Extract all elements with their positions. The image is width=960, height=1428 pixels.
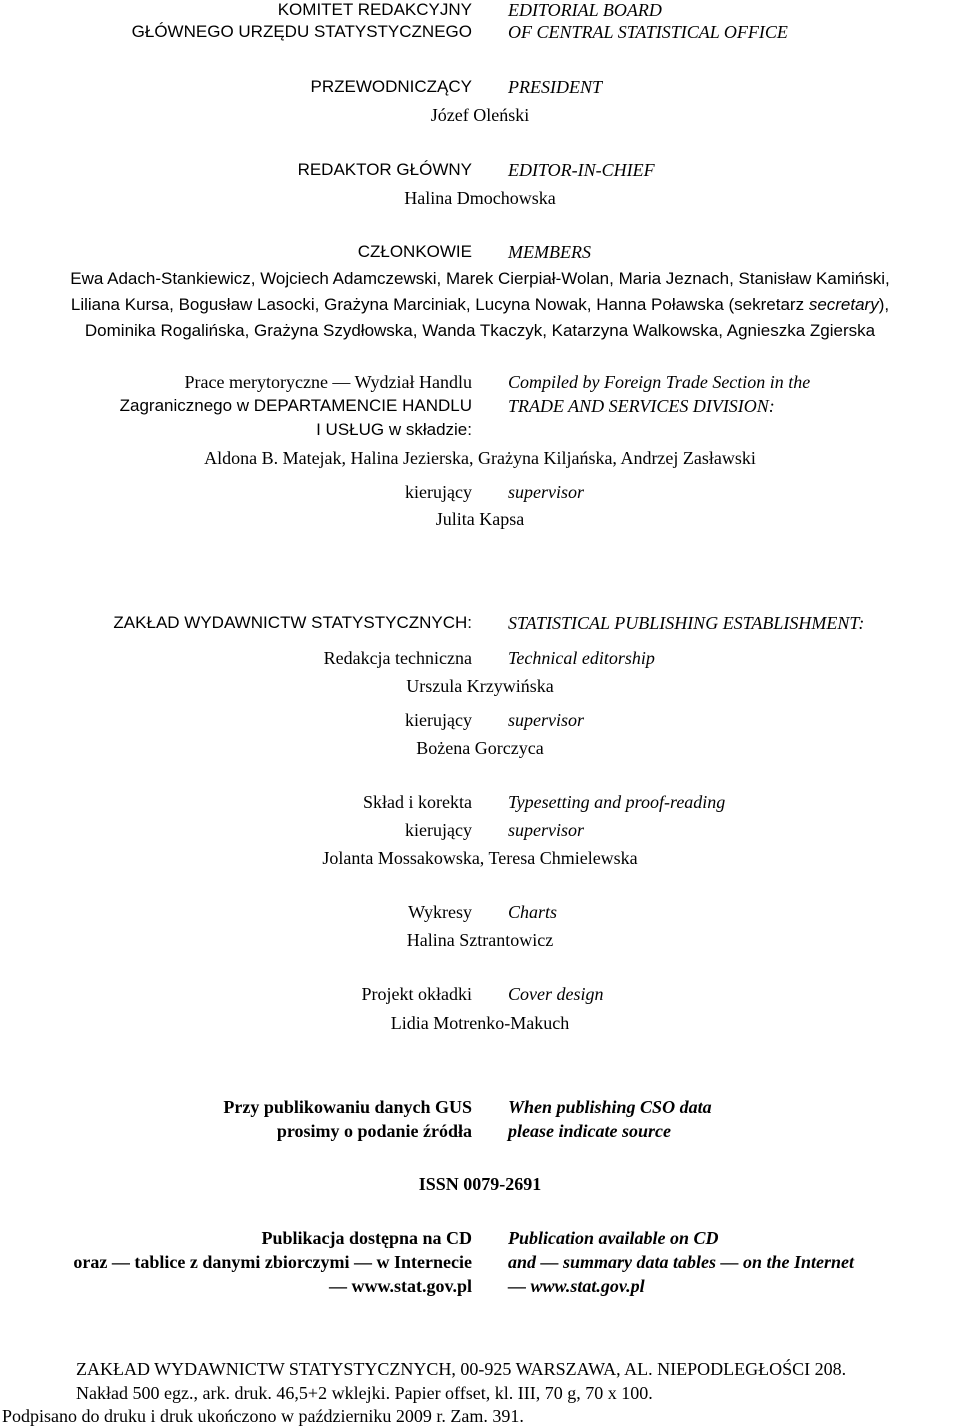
editor-label-en: EDITOR-IN-CHIEF — [508, 160, 655, 180]
committee-en-line2: OF CENTRAL STATISTICAL OFFICE — [508, 22, 788, 42]
members-line-2 — [0, 295, 960, 315]
notice-en-line1: When publishing CSO data — [508, 1097, 712, 1117]
availability-en-line1: Publication available on CD — [508, 1228, 719, 1248]
committee-pl-line1: KOMITET REDAKCYJNY — [277, 0, 472, 19]
president-name: Józef Oleński — [430, 105, 530, 125]
compiled-supervisor-pl: kierujący — [405, 482, 472, 502]
charts-en: Charts — [508, 902, 558, 922]
charts-name: Halina Sztrantowicz — [406, 930, 554, 950]
members-label-pl: CZŁONKOWIE — [357, 242, 472, 261]
cover-design-name: Lidia Motrenko-Makuch — [390, 1013, 570, 1033]
committee-pl-line2: GŁÓWNEGO URZĘDU STATYSTYCZNEGO — [131, 22, 472, 41]
availability-en-line3: — www.stat.gov.pl — [508, 1276, 645, 1296]
members-line-2-text: Liliana Kursa, Bogusław Lasocki, Grażyna Marciniak, Lucyna Nowak, Hanna Poławska (sekretarz — [70, 295, 809, 314]
compiled-pl-line1: Prace merytoryczne — Wydział Handlu — [184, 372, 472, 392]
tech-editorship-pl: Redakcja techniczna — [323, 648, 472, 668]
tech-supervisor-pl: kierujący — [405, 710, 472, 730]
compiled-pl-line2: Zagranicznego w DEPARTAMENCIE HANDLU — [119, 396, 472, 415]
issn: ISSN 0079-2691 — [418, 1174, 542, 1194]
members-line-1: Ewa Adach-Stankiewicz, Wojciech Adamczewski, Marek Cierpiał-Wolan, Maria Jeznach, Stanisław Kamiński, — [70, 269, 890, 288]
typesetting-supervisor-en: supervisor — [508, 820, 584, 840]
typesetting-names: Jolanta Mossakowska, Teresa Chmielewska — [322, 848, 638, 868]
footer-print-date: Podpisano do druku i druk ukończono w październiku 2009 r. Zam. 391. — [2, 1406, 524, 1426]
availability-en-line2: and — summary data tables — on the Internet — [508, 1252, 855, 1272]
compiled-supervisor-en: supervisor — [508, 482, 584, 502]
notice-pl-line2: prosimy o podanie źródła — [276, 1121, 472, 1141]
publishing-label-pl: ZAKŁAD WYDAWNICTW STATYSTYCZNYCH: — [113, 613, 472, 632]
availability-pl-line2: oraz — tablice z danymi zbiorczymi — w Internecie — [73, 1252, 472, 1272]
footer-address: ZAKŁAD WYDAWNICTW STATYSTYCZNYCH, 00-925 WARSZAWA, AL. NIEPODLEGŁOŚCI 208. — [76, 1359, 847, 1379]
tech-editorship-en: Technical editorship — [508, 648, 655, 668]
tech-supervisor-name: Bożena Gorczyca — [416, 738, 544, 758]
compiled-pl-line3: I USŁUG w składzie: — [316, 420, 472, 439]
typesetting-supervisor-pl: kierujący — [405, 820, 472, 840]
typesetting-pl: Skład i korekta — [363, 792, 472, 812]
president-label-pl: PRZEWODNICZĄCY — [310, 77, 472, 96]
notice-en-line2: please indicate source — [508, 1121, 671, 1141]
publishing-label-en: STATISTICAL PUBLISHING ESTABLISHMENT: — [508, 613, 865, 633]
tech-editorship-name: Urszula Krzywińska — [406, 676, 554, 696]
compiled-en-line1: Compiled by Foreign Trade Section in the — [508, 372, 811, 392]
availability-pl-line1: Publikacja dostępna na CD — [261, 1228, 472, 1248]
editor-name: Halina Dmochowska — [404, 188, 556, 208]
editor-label-pl: REDAKTOR GŁÓWNY — [297, 160, 472, 179]
footer-print-run: Nakład 500 egz., ark. druk. 46,5+2 wklejki. Papier offset, kl. III, 70 g, 70 x 100. — [76, 1383, 653, 1403]
president-label-en: PRESIDENT — [508, 77, 602, 97]
tech-supervisor-en: supervisor — [508, 710, 584, 730]
typesetting-en: Typesetting and proof-reading — [508, 792, 726, 812]
cover-design-pl: Projekt okładki — [361, 984, 472, 1004]
notice-pl-line1: Przy publikowaniu danych GUS — [223, 1097, 472, 1117]
members-label-en: MEMBERS — [508, 242, 591, 262]
committee-en-line1: EDITORIAL BOARD — [508, 0, 662, 20]
cover-design-en: Cover design — [508, 984, 604, 1004]
availability-pl-line3: — www.stat.gov.pl — [328, 1276, 472, 1296]
compiled-names: Aldona B. Matejak, Halina Jezierska, Grażyna Kiljańska, Andrzej Zasławski — [204, 448, 756, 468]
members-secretary-en: secretary — [808, 295, 879, 314]
members-line-2-end: ), — [878, 295, 890, 314]
compiled-supervisor-name: Julita Kapsa — [435, 509, 525, 529]
charts-pl: Wykresy — [408, 902, 472, 922]
members-line-3: Dominika Rogalińska, Grażyna Szydłowska, Wanda Tkaczyk, Katarzyna Walkowska, Agnieszka Zgierska — [84, 321, 876, 340]
compiled-en-line2: TRADE AND SERVICES DIVISION: — [508, 396, 775, 416]
